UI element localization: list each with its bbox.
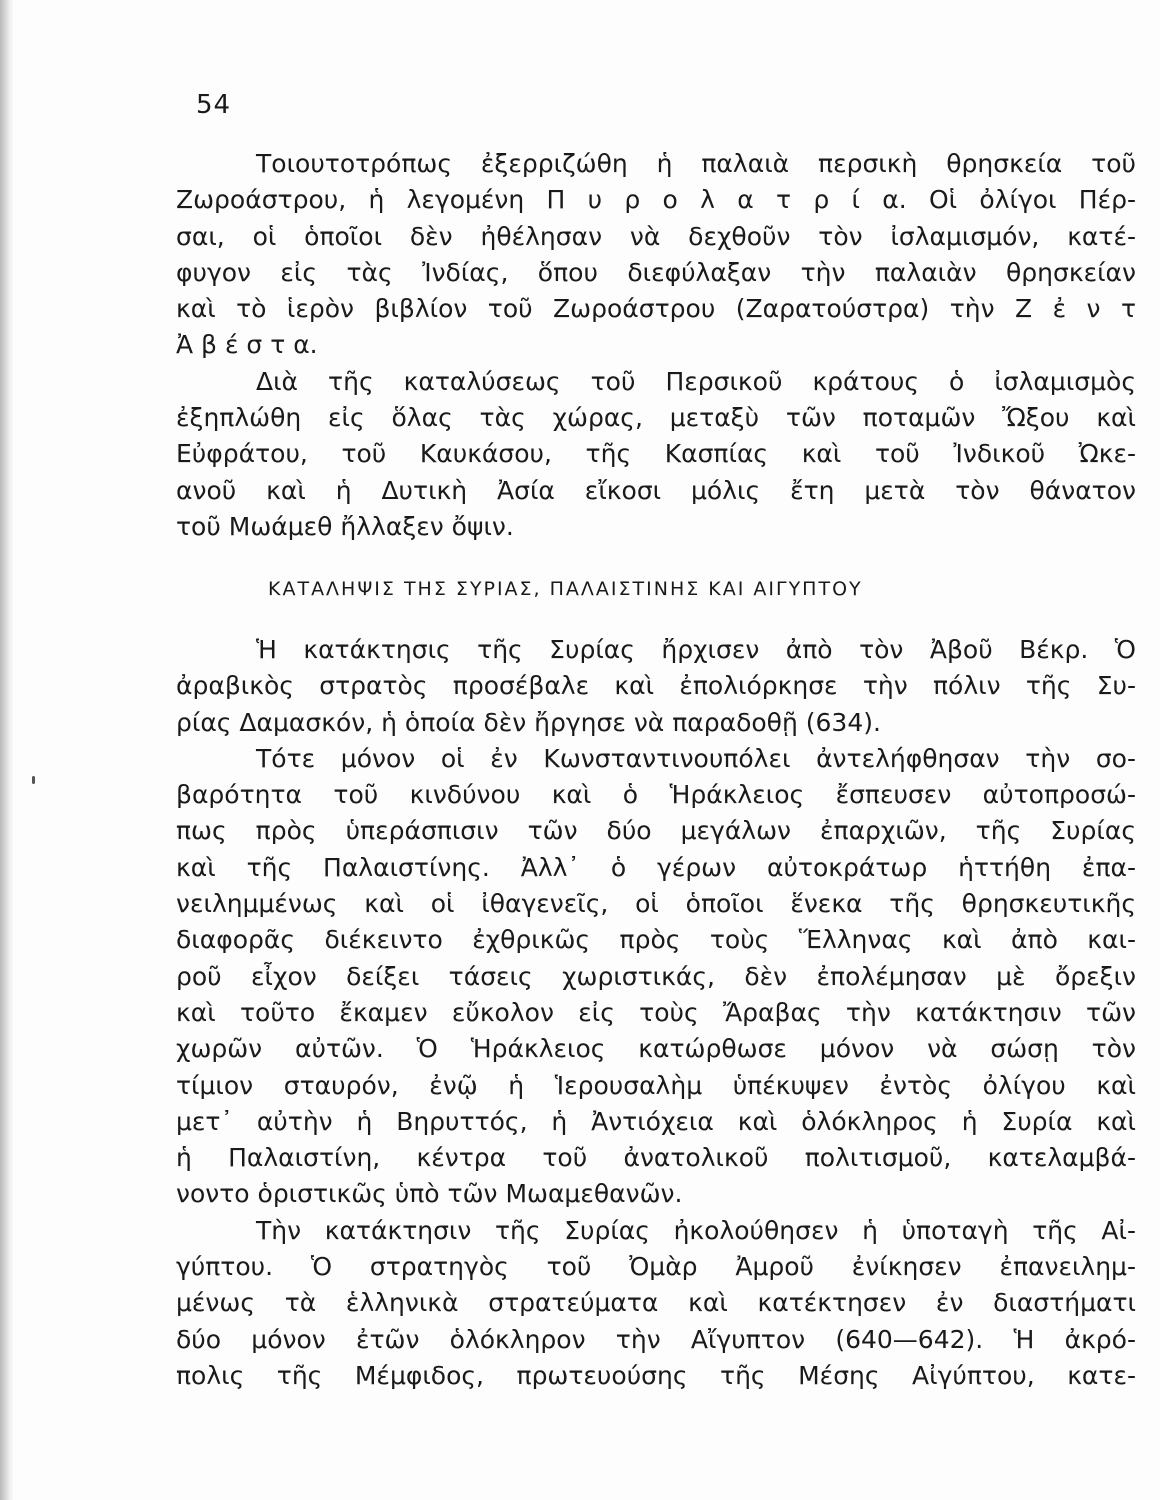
text-line: νοντο ὁριστικῶς ὑπὸ τῶν Μωαμεθανῶν. bbox=[176, 1179, 683, 1209]
text-line: Διὰ τῆς καταλύσεως τοῦ Περσικοῦ κράτους ὁ ἰσλαμισμὸς bbox=[256, 366, 1136, 396]
text-line: τοῦ Μωάμεθ ἤλλαξεν ὄψιν. bbox=[176, 511, 514, 541]
text-line: Ζωροάστρου, ἡ λεγομένη Π υ ρ ο λ α τ ρ ί α. Οἱ ὀλίγοι Πέρ- bbox=[176, 185, 1136, 215]
text-line: καὶ τῆς Παλαιστίνης. Ἀλλ᾽ ὁ γέρων αὐτοκράτωρ ἡττήθη ἐπα- bbox=[176, 852, 1136, 882]
text-line: δύο μόνον ἐτῶν ὁλόκληρον τὴν Αἴγυπτον (640—642). Ἡ ἀκρό- bbox=[176, 1324, 1136, 1354]
text-line: διαφορᾶς διέκειντο ἐχθρικῶς πρὸς τοὺς Ἕλληνας καὶ ἀπὸ και- bbox=[176, 925, 1136, 955]
text-line: Τοιουτοτρόπως ἐξερριζώθη ἡ παλαιὰ περσικὴ θρησκεία τοῦ bbox=[256, 149, 1136, 178]
text-line: Τότε μόνον οἱ ἐν Κωνσταντινουπόλει ἀντελήφθησαν τὴν σο- bbox=[256, 743, 1136, 773]
text-line: καὶ τοῦτο ἔκαμεν εὔκολον εἰς τοὺς Ἄραβας τὴν κατάκτησιν τῶν bbox=[176, 997, 1136, 1027]
text-line: βαρότητα τοῦ κινδύνου καὶ ὁ Ἡράκλειος ἔσπευσεν αὐτοπροσώ- bbox=[176, 780, 1136, 810]
text-line: ἀραβικὸς στρατὸς προσέβαλε καὶ ἐπολιόρκησε τὴν πόλιν τῆς Συ- bbox=[176, 671, 1136, 701]
page-number: 54 bbox=[196, 90, 232, 120]
text-line: μένως τὰ ἑλληνικὰ στρατεύματα καὶ κατέκτησεν ἐν διαστήματι bbox=[176, 1288, 1136, 1318]
page-edge-shadow bbox=[0, 0, 14, 1500]
text-line: ροῦ εἶχον δείξει τάσεις χωριστικάς, δὲν ἐπολέμησαν μὲ ὄρεξιν bbox=[176, 961, 1136, 991]
scan-speck bbox=[32, 776, 35, 784]
text-line: νειλημμένως καὶ οἱ ἰθαγενεῖς, οἱ ὁποῖοι ἕνεκα τῆς θρησκευτικῆς bbox=[176, 889, 1136, 919]
text-line: Εὐφράτου, τοῦ Καυκάσου, τῆς Κασπίας καὶ τοῦ Ἰνδικοῦ Ὠκε- bbox=[176, 439, 1136, 469]
text-line: φυγον εἰς τὰς Ἰνδίας, ὅπου διεφύλαξαν τὴν παλαιὰν θρησκείαν bbox=[176, 257, 1136, 287]
text-line: ἐξηπλώθη εἰς ὅλας τὰς χώρας, μεταξὺ τῶν ποταμῶν Ὤξου καὶ bbox=[176, 403, 1136, 433]
text-line: πολις τῆς Μέμφιδος, πρωτευούσης τῆς Μέσης Αἰγύπτου, κατε- bbox=[176, 1360, 1136, 1390]
section-1-text bbox=[176, 146, 1136, 545]
text-line: γύπτου. Ὁ στρατηγὸς τοῦ Ὀμὰρ Ἀμροῦ ἐνίκησεν ἐπανειλημ- bbox=[176, 1252, 1136, 1282]
text-line: μετ᾽ αὐτὴν ἡ Βηρυττός, ἡ Ἀντιόχεια καὶ ὁλόκληρος ἡ Συρία καὶ bbox=[176, 1106, 1136, 1136]
section-heading: ΚΑΤΑΛΗΨΙΣ ΤΗΣ ΣΥΡΙΑΣ, ΠΑΛΑΙΣΤΙΝΗΣ ΚΑΙ ΑΙΓΥΠΤΟΥ bbox=[268, 578, 863, 600]
text-line: σαι, οἱ ὁποῖοι δὲν ἠθέλησαν νὰ δεχθοῦν τὸν ἰσλαμισμόν, κατέ- bbox=[176, 221, 1136, 251]
text-line: ανοῦ καὶ ἡ Δυτικὴ Ἀσία εἴκοσι μόλις ἔτη μετὰ τὸν θάνατον bbox=[176, 475, 1136, 505]
text-line: ἡ Παλαιστίνη, κέντρα τοῦ ἀνατολικοῦ πολιτισμοῦ, κατελαμβά- bbox=[176, 1143, 1136, 1173]
text-line: καὶ τὸ ἱερὸν βιβλίον τοῦ Ζωροάστρου (Ζαρατούστρα) τὴν Ζ ἐ ν τ bbox=[176, 294, 1136, 324]
text-line: χωρῶν αὐτῶν. Ὁ Ἡράκλειος κατώρθωσε μόνον νὰ σώσῃ τὸν bbox=[176, 1034, 1136, 1064]
text-line: ρίας Δαμασκόν, ἡ ὁποία δὲν ἤργησε νὰ παραδοθῇ (634). bbox=[176, 707, 881, 737]
text-line: Ἡ κατάκτησις τῆς Συρίας ἤρχισεν ἀπὸ τὸν Ἀβοῦ Βέκρ. Ὁ bbox=[256, 635, 1136, 664]
text-line: Τὴν κατάκτησιν τῆς Συρίας ἠκολούθησεν ἡ ὑποταγὴ τῆς Αἰ- bbox=[256, 1215, 1136, 1245]
text-line: πως πρὸς ὑπεράσπισιν τῶν δύο μεγάλων ἐπαρχιῶν, τῆς Συρίας bbox=[176, 816, 1136, 846]
section-2-text bbox=[176, 632, 1136, 1394]
text-line: Ἀ β έ σ τ α. bbox=[176, 330, 318, 360]
text-line: τίμιον σταυρόν, ἐνῷ ἡ Ἱερουσαλὴμ ὑπέκυψεν ἐντὸς ὀλίγου καὶ bbox=[176, 1070, 1136, 1100]
